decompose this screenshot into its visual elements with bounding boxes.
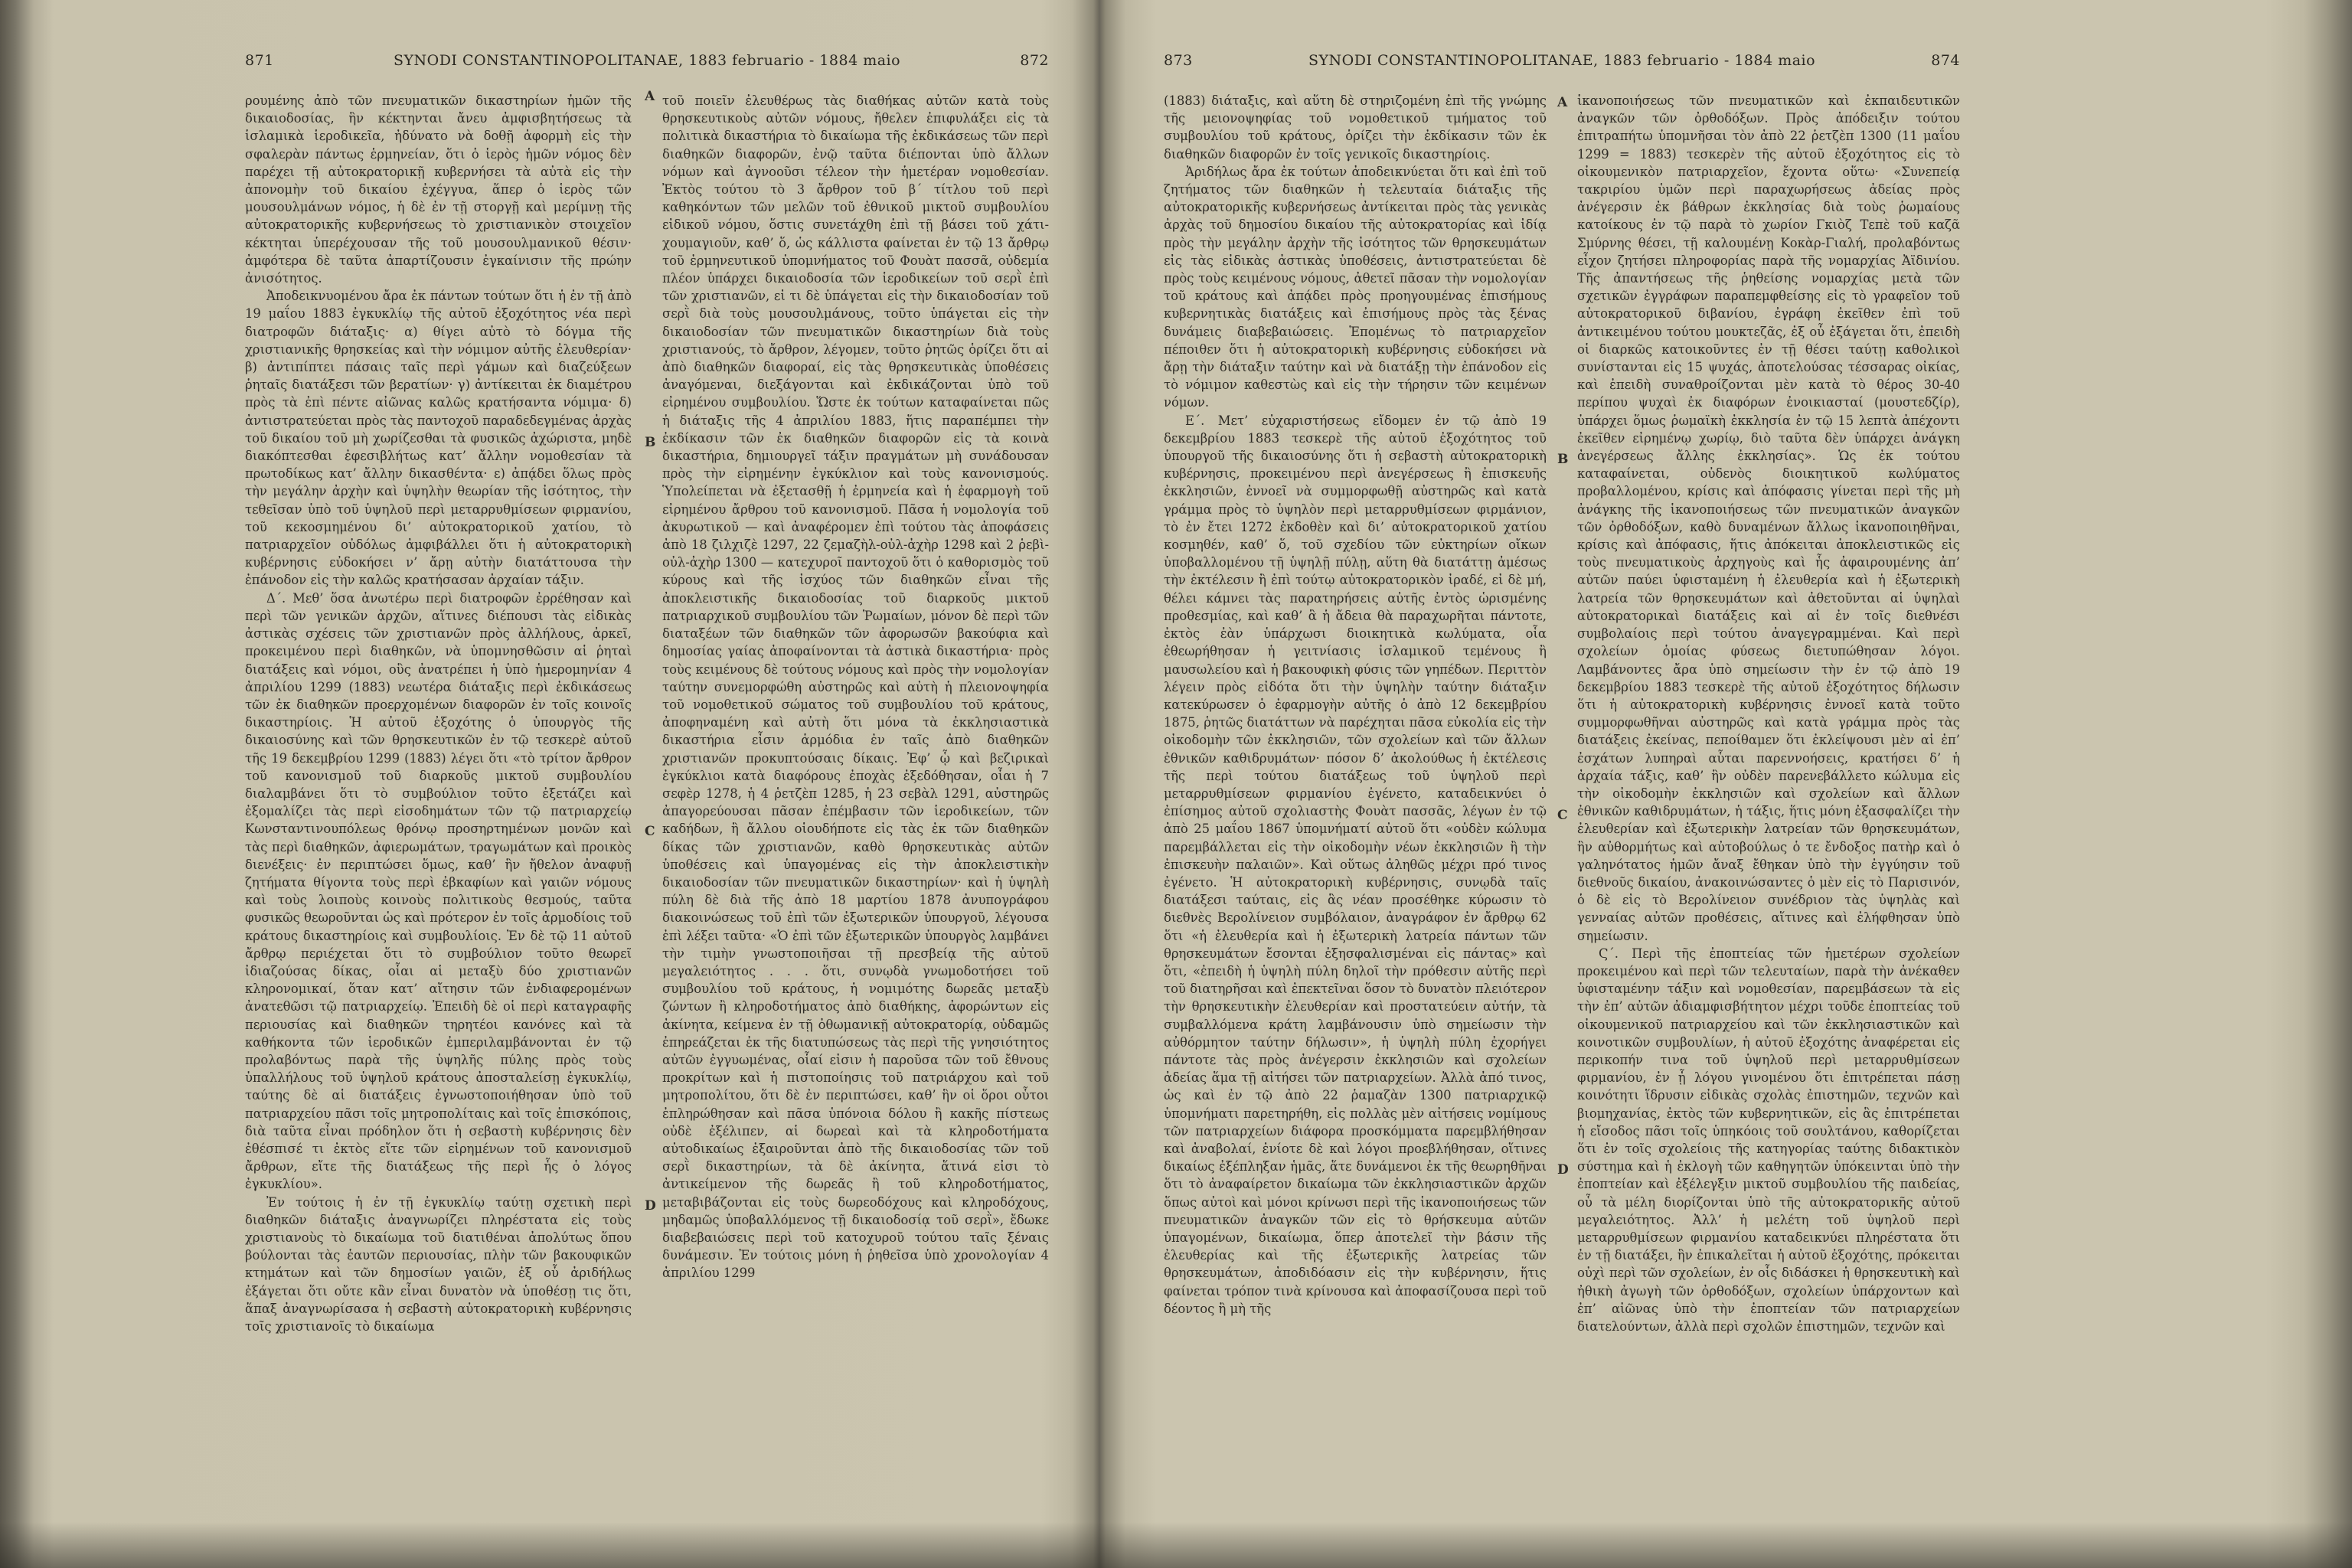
running-head-left [245,47,1049,78]
running-title: SYNODI CONSTANTINOPOLITANAE, 1883 februario - 1884 maio [393,52,901,69]
text-column-872 [662,92,1049,1547]
paragraph: Ἀποδεικνυομένου ἄρα ἐκ πάντων τούτων ὅτι ἡ ἐν τῇ ἀπὸ 19 μαΐου 1883 ἐγκυκλίῳ τῆς αὐτοῦ ἐξοχότητος νέα περὶ διατροφῶν διάταξις· α) θίγει αὐτὸ τὸ δόγμα τῆς χριστιανικῆς θρησκείας καὶ τὴν νόμιμον αὐτῆς ἐλευθερίαν· β) ἀντιπίπτει πάσαις ταῖς περὶ γάμων καὶ διαζεύξεων ῥηταῖς διατάξεσι τῶν βερατίων· γ) ἀντίκειται ἐκ διαμέτρου πρὸς τὰ ἐπὶ πέντε αἰῶνας καλῶς κρατήσαντα νόμιμα· δ) ἀντιστρατεύεται πρὸς τὰς παντοχοῦ παραδεδεγμένας ἀρχὰς τοῦ δικαίου τοῦ μὴ χωρίζεσθαι τὰ φυσικῶς ἀχώριστα, μηδὲ διακόπτεσθαι ἐφεσιβλήτως κατ’ ἄλλην νομοθεσίαν τὰ πρωτοδίκως κατ’ ἄλλην δικασθέντα· ε) ἀπᾴδει ὅλως πρὸς τὴν μεγάλην ἀρχὴν καὶ ὑψηλὴν θεωρίαν τῆς ἰσότητος, τὴν τεθεῖσαν ὑπὸ τοῦ ὑψηλοῦ περὶ μεταρρυθμίσεων φιρμανίου, τοῦ κεκοσμημένου δι’ αὐτοκρατορικοῦ χατίου, τὸ πατριαρχεῖον οὐδόλως ἀμφιβάλλει ὅτι ἡ αὐτοκρατορικὴ κυβέρνησις εὐδοκήσει ν’ ἄρῃ αὐτὴν διατάττουσα τὴν ἐπάνοδον εἰς τὴν καλῶς κρατήσασαν ἀρχαίαν τάξιν. [245,289,632,588]
paragraph: Δ΄. Μεθ’ ὅσα ἀνωτέρω περὶ διατροφῶν ἐρρέθησαν καὶ περὶ τῶν γενικῶν ἀρχῶν, αἵτινες διέπουσι τὰς εἰδικὰς ἀστικὰς σχέσεις τῶν χριστιανῶν πρὸς ἀλλήλους, ἀρκεῖ, προκειμένου περὶ διαθηκῶν, νὰ ὑπομνησθῶσιν αἱ ῥηταὶ διατάξεις καὶ νόμοι, οὓς ἀνατρέπει ἡ ὑπὸ ἡμερομηνίαν 4 ἀπριλίου 1299 (1883) νεωτέρα διάταξις περὶ ἐκδικάσεως τῶν ἐκ διαθηκῶν προερχομένων διαφορῶν ἐν τοῖς κοινοῖς δικαστηρίοις. Ἡ αὐτοῦ ἐξοχότης ὁ ὑπουργὸς τῆς δικαιοσύνης καὶ τῶν θρησκευτικῶν ἐν τῷ τεσκερὲ αὐτοῦ τῆς 19 δεκεμβρίου 1299 (1883) λέγει ὅτι «τὸ τρίτον ἄρθρον τοῦ κανονισμοῦ τοῦ διαρκοῦς μικτοῦ συμβουλίου διαλαμβάνει ὅτι τὸ συμβούλιον τοῦτο ἐξετάζει καὶ ἐξομαλίζει τὰς περὶ εἰσοδημάτων τῶν τῷ πατριαρχείῳ Κωνσταντινουπόλεως θρόνῳ προσηρτημένων μονῶν καὶ τὰς περὶ διαθηκῶν, ἀφιερωμάτων, τραγωμάτων καὶ προικὸς διενέξεις· ἐν περιπτώσει ὅμως, καθ’ ἣν ἤθελον ἀναφυῇ ζητήματα θίγοντα τοὺς περὶ ἐβκαφίων καὶ γαιῶν νόμους καὶ τοὺς λοιποὺς κοινοὺς πολιτικοὺς θεσμούς, ταῦτα φυσικῶς θεωροῦνται ὡς καὶ πρότερον ἐν τοῖς ἁρμοδίοις τοῦ κράτους δικαστηρίοις καὶ συμβουλίοις. Ἐν δὲ τῷ 11 αὐτοῦ ἄρθρῳ περιέχεται ὅτι τὸ συμβούλιον τοῦτο θεωρεῖ ἰδιαζούσας δίκας, οἷαι αἱ μεταξὺ δύο χριστιανῶν κληρονομικαί, ὅταν κατ’ αἴτησιν τῶν ἐνδιαφερομένων ἀνατεθῶσι τῷ πατριαρχείῳ. Ἐπειδὴ δὲ οἱ περὶ καταγραφῆς περιουσίας καὶ διαθηκῶν τηρητέοι κανόνες καὶ τὰ καθήκοντα τῶν ἱεροδικῶν ἐμπεριλαμβάνονται ἐν τῷ προλαβόντως παρὰ τῆς ὑψηλῆς πύλης πρὸς τοὺς ὑπαλλήλους τοῦ ὑψηλοῦ κράτους ἀποσταλείσῃ ἐγκυκλίῳ, ταύτης δὲ αἱ διατάξεις ἐγνωστοποιήθησαν ὑπὸ τοῦ πατριαρχείου πᾶσι τοῖς μητροπολίταις καὶ τοῖς ἐπισκόποις, διὰ ταῦτα εἶναι πρόδηλον ὅτι ἡ σεβαστὴ κυβέρνησις δὲν ἐθέσπισέ τι ἐκτὸς εἴτε τῶν εἰρημένων τοῦ κανονισμοῦ ἄρθρων, εἴτε τῆς διατάξεως τῆς περὶ ἧς ὁ λόγος ἐγκυκλίου». [245,590,632,1192]
section-marker-b: B [1557,452,1569,467]
page-number-874: 874 [1931,52,1960,69]
paragraph: τοῦ ποιεῖν ἐλευθέρως τὰς διαθήκας αὐτῶν κατὰ τοὺς θρησκευτικοὺς αὐτῶν νόμους, ἤθελεν ἐπιφυλάξει εἰς τὰ πολιτικὰ δικαστήρια τὸ δικαίωμα τῆς ἐκδικάσεως τῶν περὶ διαθηκῶν διαφορῶν, ἐνῷ ταῦτα διέπονται ὑπὸ ἄλλων νόμων καὶ ἀγνοοῦσι τέλεον τὴν ἡμετέραν νομοθεσίαν. Ἐκτὸς τούτου τὸ 3 ἄρθρον τοῦ β΄ τίτλου τοῦ περὶ καθηκόντων τῶν μελῶν τοῦ ἐθνικοῦ μικτοῦ συμβουλίου εἰδικοῦ νόμου, ὅστις συνετάχθη ἐπὶ τῇ βάσει τοῦ χάτι-χουμαγιοῦν, καθ’ ὅ, ὡς κάλλιστα φαίνεται ἐν τῷ 13 ἄρθρῳ τοῦ ἐρμηνευτικοῦ ὑπομνήματος τοῦ Φουὰτ πασσᾶ, οὐδεμία πλέον ὑπάρχει δικαιοδοσία τῶν ἱεροδικείων τοῦ σερῒ ἐπὶ τῶν χριστιανῶν, εἰ τι δὲ ὑπάγεται εἰς τὴν δικαιοδοσίαν τοῦ σερῒ διὰ τοὺς μουσουλμάνους, τοῦτο ὑπάγεται εἰς τὴν δικαιοδοσίαν τῶν πνευματικῶν δικαστηρίων διὰ τοὺς χριστιανούς, τὸ ἄρθρον, λέγομεν, τοῦτο ῥητῶς ὁρίζει ὅτι αἱ ἀπὸ διαθηκῶν διαφοραί, εἰς τὰς θρησκευτικὰς ὑποθέσεις ἀναγόμεναι, διεξάγονται καὶ ἐκδικάζονται ὑπὸ τοῦ εἰρημένου συμβουλίου. Ὥστε ἐκ τούτων καταφαίνεται πῶς ἡ διάταξις τῆς 4 ἀπριλίου 1883, ἥτις παραπέμπει τὴν ἐκδίκασιν τῶν ἐκ διαθηκῶν διαφορῶν εἰς τὰ κοινὰ δικαστήρια, δημιουργεῖ τάξιν πραγμάτων μὴ συνάδουσαν πρὸς τὴν εἰρημένην ἐγκύκλιον καὶ τοὺς κανονισμούς. Ὑπολείπεται νὰ ἐξετασθῇ ἡ ἐρμηνεία καὶ ἡ ἐφαρμογὴ τοῦ εἰρημένου ἄρθρου τοῦ κανονισμοῦ. Πᾶσα ἡ νομολογία τοῦ ἀκυρωτικοῦ — καὶ ἀναφέρομεν ἐπὶ τούτου τὰς ἀποφάσεις ἀπὸ 18 ζιλχιζὲ 1297, 22 ζεμαζὴλ-οὐλ-ἀχὴρ 1298 καὶ 2 ῥεβὶ-οὐλ-ἀχὴρ 1300 — κατεχυροῖ παντοχοῦ ὅτι ὁ καθορισμὸς τοῦ κύρους καὶ τῆς ἰσχύος τῶν διαθηκῶν εἶναι τῆς ἀποκλειστικῆς δικαιοδοσίας τοῦ διαρκοῦς μικτοῦ πατριαρχικοῦ συμβουλίου τῶν Ῥωμαίων, μόνον δὲ περὶ τῶν διαταξέων τῶν διαθηκῶν τῶν ἀφορωσῶν βακούφια καὶ δημοσίας γαίας ἀποφαίνονται τὰ ἀστικὰ δικαστήρια· πρὸς τοὺς κειμένους δὲ τούτους νόμους καὶ πρὸς τὴν νομολογίαν ταύτην συνεμορφώθη αὐστηρῶς καὶ αὐτὴ ἡ πλειονοψηφία τοῦ νομοθετικοῦ σώματος τοῦ συμβουλίου τοῦ κράτους, ἀποφηναμένη καὶ αὐτὴ ὅτι μόνα τὰ ἐκκλησιαστικὰ δικαστήρια εἶσιν ἁρμόδια ἐν ταῖς ἀπὸ διαθηκῶν χριστιανῶν προκυπτούσαις δίκαις. Ἐφ’ ᾧ καὶ βεζιρικαὶ ἐγκύκλιοι κατὰ διαφόρους ἐποχὰς ἐξεδόθησαν, οἷαι ἡ 7 σεφὲρ 1278, ἡ 4 ῥετζὲπ 1285, ἡ 23 σεβὰλ 1291, αὐστηρῶς ἀπαγορεύουσαι πᾶσαν ἐπέμβασιν τῶν ἱεροδικείων, τῶν καδήδων, ἢ ἄλλου οἱουδήποτε εἰς τὰς ἐκ τῶν διαθηκῶν δίκας τῶν χριστιανῶν, καθὸ θρησκευτικὰς αὐτῶν ὑποθέσεις καὶ ὑπαγομένας εἰς τὴν ἀποκλειστικὴν δικαιοδοσίαν τῶν πνευματικῶν δικαστηρίων· καὶ ἡ ὑψηλὴ πύλη δὲ διὰ τῆς ἀπὸ 18 μαρτίου 1878 ἀνυπογράφου διακοινώσεως τοῦ ἐπὶ τῶν ἐξωτερικῶν ὑπουργοῦ, λέγουσα ἐπὶ λέξει ταῦτα· «Ὁ ἐπὶ τῶν ἐξωτερικῶν ὑπουργὸς λαμβάνει τὴν τιμὴν γνωστοποιῆσαι τῇ πρεσβείᾳ τῆς αὐτοῦ μεγαλειότητος . . . ὅτι, συνῳδὰ γνωμοδοτήσει τοῦ συμβουλίου τοῦ κράτους, ἡ νομιμότης δωρεᾶς μεταξὺ ζώντων ἢ κληροδοτήματος ἀπὸ διαθήκης, ἀφορώντων εἰς ἀκίνητα, κείμενα ἐν τῇ ὀθωμανικῇ αὐτοκρατορίᾳ, οὐδαμῶς ἐπηρεάζεται ἐκ τῆς διατυπώσεως τὰς περὶ τῆς γνησιότητος αὐτῶν ἐγγυωμένας, οἷαί εἰσιν ἡ παροῦσα τῶν τοῦ ἔθνους προκρίτων καὶ ἡ πιστοποίησις τοῦ πατριάρχου καὶ τοῦ μητροπολίτου, ὅτι δὲ ἐν περιπτώσει, καθ’ ἣν οἱ ὅροι οὗτοι ἐπληρώθησαν καὶ πᾶσα ὑπόνοια δόλου ἢ κακῆς πίστεως οὐδὲ ἐξέλιπεν, αἱ δωρεαὶ καὶ τὰ κληροδοτήματα αὐτοδικαίως ἐξαιροῦνται ἀπὸ τῆς δικαιοδοσίας τῶν τοῦ σερῒ δικαστηρίων, τὰ δὲ ἀκίνητα, ἅτινά εἰσι τὸ ἀντικείμενον τῆς δωρεᾶς ἢ τοῦ κληροδοτήματος, μεταβιβάζονται εἰς τοὺς δωρεοδόχους καὶ κληροδόχους, μηδαμῶς ὑποβαλλόμενος τῇ δικαιοδοσίᾳ τοῦ σερῒ», ἔδωκε διαβεβαιώσεις περὶ τοῦ κατοχυροῦ τούτου ταῖς ξέναις δυνάμεσιν. Ἐν τούτοις μόνη ἡ ῥηθεῖσα ὑπὸ χρονολογίαν 4 ἀπριλίου 1299 [662,93,1049,1281]
section-marker-d: D [1557,1162,1569,1178]
section-marker-d: D [645,1198,656,1214]
paragraph: ρουμένης ἀπὸ τῶν πνευματικῶν δικαστηρίων ἡμῶν τῆς δικαιοδοσίας, ἣν κέκτηνται ἄνευ ἀμφισβητήσεως τὰ ἱσλαμικὰ ἱεροδικεῖα, ἠδύνατο νὰ δοθῇ ἀφορμὴ εἰς τὴν σφαλερὰν πάντως ἑρμηνείαν, ὅτι ὁ ἱερὸς ἡμῶν νόμος δὲν παρέχει τῇ αὐτοκρατορικῇ κυβερνήσει τὰ αὐτὰ εἰς τὴν ἀπονομὴν τοῦ δικαίου ἐχέγγυα, ἅπερ ὁ ἱερὸς τῶν μουσουλμάνων νόμος, ἡ δὲ ἐν τῇ στοργῇ καὶ μερίμνῃ τῆς αὐτοκρατορικῆς κυβερνήσεως τὸ χριστιανικὸν στοιχεῖον κέκτηται ὑπερέχουσαν τῆς τοῦ μουσουλμανικοῦ θέσιν· ἀμφότερα δὲ ταῦτα ἀπαρτίζουσιν ἐγκαίνισιν τῆς πρώην ἀνισότητος. [245,93,632,286]
text-column-874 [1577,92,1960,1547]
section-marker-a: A [1557,95,1568,110]
paragraph: ἱκανοποιήσεως τῶν πνευματικῶν καὶ ἐκπαιδευτικῶν ἀναγκῶν τῶν ὀρθοδόξων. Πρὸς ἀπόδειξιν τούτου ἐπιτραπήτω ὑπομνῆσαι τὸν ἀπὸ 22 ῥετζὲπ 1300 (11 μαΐου 1299 = 1883) τεσκερὲν τῆς αὐτοῦ ἐξοχότητος εἰς τὸ οἰκουμενικὸν πατριαρχεῖον, ἔχοντα οὕτω· «Συνεπείᾳ τακριρίου ὑμῶν περὶ παραχωρήσεως ἀδείας πρὸς ἀνέγερσιν ἐκ βάθρων ἐκκλησίας διὰ τοὺς ῥωμαίους κατοίκους ἐν τῷ παρὰ τὸ χωρίον Γκιὸζ Τεπὲ τοῦ καζᾶ Σμύρνης θέσει, τῇ καλουμένῃ Κοκὰρ-Γιαλή, προλαβόντως εἶχον ζητήσει πληροφορίας παρὰ τῆς νομαρχίας Ἀϊδινίου. Τῆς ἀπαντήσεως τῆς ῥηθείσης νομαρχίας μετὰ τῶν σχετικῶν ἐγγράφων παραπεμφθείσης εἰς τὸ γραφεῖον τοῦ αὐτοκρατορικοῦ διβανίου, ἐγράφη ἐκεῖθεν ἐπὶ τοῦ ἀντικειμένου τούτου μουκτεζᾶς, ἐξ οὗ ἐξάγεται ὅτι, ἐπειδὴ οἱ διαρκῶς κατοικοῦντες ἐν τῇ θέσει ταύτῃ καθολικοὶ συνίστανται εἰς 15 ψυχάς, ἀποτελούσας τέσσαρας οἰκίας, καὶ ἐπειδὴ συναθροίζονται μὲν κατὰ τὸ θέρος 30-40 περίπου ψυχαὶ ἐκ διαφόρων ἐνοικιασταί (μουστεδζίρ), ὑπάρχει ὅμως ῥωμαϊκὴ ἐκκλησία ἐν τῷ 15 λεπτὰ ἀπέχοντι ἐκεῖθεν εἰρημένῳ χωρίῳ, διὸ ταῦτα δὲν ὑπάρχει ἀνάγκη ἀνεγέρσεως ἄλλης ἐκκλησίας». Ὡς ἐκ τούτου καταφαίνεται, οὐδενὸς διοικητικοῦ κωλύματος προβαλλομένου, κρίσις καὶ ἀπόφασις γίνεται περὶ τῆς μὴ ἀνάγκης τῆς ἱκανοποιήσεως τῶν πνευματικῶν ἀναγκῶν τῶν ὀρθοδόξων, καθὸ δυναμένων ἄλλως ἱκανοποιηθῆναι, κρίσις καὶ ἀπόφασις, ἥτις ἀπόκειται ἀποκλειστικῶς εἰς τοὺς πνευματικοὺς ἀρχηγοὺς καὶ ἧς ἀφαιρουμένης ἀπ’ αὐτῶν παύει ὑφισταμένη ἡ ἐλευθερία καὶ ἡ ἐξωτερικὴ λατρεία τῶν θρησκευμάτων καὶ ἀθετοῦνται αἱ ὑψηλαὶ αὐτοκρατορικαὶ διατάξεις καὶ αἱ ἐν τοῖς διεθνέσι συμβολαίοις περὶ τούτου ἀναγεγραμμέναι. Καὶ περὶ σχολείων ὁμοίας φύσεως διετυπώθησαν λόγοι. Λαμβάνοντες ἄρα ὑπὸ σημείωσιν τὴν ἐν τῷ ἀπὸ 19 δεκεμβρίου 1883 τεσκερὲ τῆς αὐτοῦ ἐξοχότητος δήλωσιν ὅτι ἡ αὐτοκρατορικὴ κυβέρνησις ἐννοεῖ κατὰ τοῦτο συμμορφωθῆναι αὐστηρῶς καὶ κατὰ γράμμα πρὸς τὰς διατάξεις ἐκείνας, πεποίθαμεν ὅτι ἐκλείψουσι μὲν αἱ ἐπ’ ἐσχάτων λυπηραὶ αὗται παρεννοήσεις, κρατήσει δ’ ἡ ἀρχαία τάξις, καθ’ ἣν οὐδὲν παρενεβάλλετο κώλυμα εἰς τὴν οἰκοδομὴν ἐκκλησιῶν καὶ σχολείων καὶ ἄλλων ἐθνικῶν καθιδρυμάτων, ἡ τάξις, ἥτις μόνη ἐξασφαλίζει τὴν ἐλευθερίαν καὶ ἐξωτερικὴν λατρείαν τῶν θρησκευμάτων, ἣν αὐθορμήτως καὶ αὐτοβούλως ὁ τε ἔνδοξος πατὴρ καὶ ὁ γαληνότατος ἡμῶν ἄναξ ἔθηκαν ὑπὸ τὴν ἐγγύησιν τοῦ διεθνοῦς δικαίου, ἀνακοινώσαντες ὁ μὲν εἰς τὸ Παρισινόν, ὁ δὲ εἰς τὸ Βερολίνειον συνέδριον τὰς ὑψηλὰς καὶ γενναίας αὐτῶν προθέσεις, αἵτινες καὶ ἐλήφθησαν ὑπὸ σημείωσιν. [1577,93,1960,943]
left-page [245,31,1049,1554]
paragraph: Ε΄. Μετ’ εὐχαριστήσεως εἴδομεν ἐν τῷ ἀπὸ 19 δεκεμβρίου 1883 τεσκερὲ τῆς αὐτοῦ ἐξοχότητος τοῦ ὑπουργοῦ τῆς δικαιοσύνης ὅτι ἡ σεβαστὴ αὐτοκρατορικὴ κυβέρνησις, προκειμένου περὶ ἀνεγέρσεως ἢ ἐπισκευῆς ἐκκλησιῶν, ἐννοεῖ νὰ συμμορφωθῇ αὐστηρῶς καὶ κατὰ γράμμα πρὸς τὸ ὑψηλὸν περὶ μεταρρυθμίσεων φιρμάνιον, τὸ ἐν ἔτει 1272 ἐκδοθὲν καὶ δι’ αὐτοκρατορικοῦ χατίου κοσμηθέν, καθ’ ὅ, τοῦ σχεδίου τῶν εὐκτηρίων οἴκων ὑποβαλλομένου τῇ ὑψηλῇ πύλῃ, αὕτη θὰ διατάττῃ ἀμέσως τὴν ἐκτέλεσιν ἢ ἐπὶ τούτῳ αὐτοκρατορικὸν ἰραδέ, εἰ δὲ μή, θέλει κάμνει τὰς παρατηρήσεις αὐτῆς ἐντὸς ὡρισμένης προθεσμίας, καὶ καθ’ ἃ ἡ ἄδεια θὰ παραχωρῆται πάντοτε, ἐκτὸς ἐὰν ὑπάρχωσι διοικητικὰ κωλύματα, οἷα ἐθεωρήθησαν ἡ γειτνίασις ἰσλαμικοῦ τεμένους ἢ μαυσωλείου καὶ ἡ βακουφικὴ φύσις τῶν γηπέδων. Περιττὸν λέγειν πρὸς εἰδότα ὅτι τὴν ὑψηλὴν ταύτην διάταξιν κατεκύρωσεν ὁ ἐφαρμογὴν αὐτῆς ὁ ἀπὸ 12 δεκεμβρίου 1875, ῥητῶς διατάττων νὰ παρέχηται πᾶσα εὐκολία εἰς τὴν οἰκοδομὴν τῶν ἐκκλησιῶν, τῶν σχολείων καὶ τῶν ἄλλων ἐθνικῶν καθιδρυμάτων· πόσον δ’ ἀκολούθως ἡ ἐκτέλεσις τῆς περὶ τούτου διατάξεως τοῦ ὑψηλοῦ περὶ μεταρρυθμίσεων φιρμανίου ἐγένετο, καταδεικνύει ὁ ἐπίσημος αὐτοῦ σχολιαστὴς Φουὰτ πασσᾶς, λέγων ἐν τῷ ἀπὸ 25 μαΐου 1867 ὑπομνήματί αὐτοῦ ὅτι «οὐδὲν κώλυμα παρεμβάλλεται εἰς τὴν οἰκοδομὴν νέων ἐκκλησιῶν ἢ τὴν ἐπισκευὴν παλαιῶν». Καὶ οὕτως ἀληθῶς μέχρι πρό τινος ἐγένετο. Ἡ αὐτοκρατορικὴ κυβέρνησις, συνῳδὰ ταῖς διατάξεσι ταύταις, εἰς ἃς νέαν προσέθηκε κύρωσιν τὸ διεθνὲς Βερολίνειον συμβόλαιον, ἀναγράφον ἐν ἄρθρῳ 62 ὅτι «ἡ ἐλευθερία καὶ ἡ ἐξωτερικὴ λατρεία πάντων τῶν θρησκευμάτων ἔσονται ἐξησφαλισμέναι εἰς πάντας» καὶ ὅτι, «ἐπειδὴ ἡ ὑψηλὴ πύλη δηλοῖ τὴν πρόθεσιν αὐτῆς περὶ τοῦ διατηρῆσαι καὶ ἐπεκτεῖναι ὅσον τὸ δυνατὸν πλειότερον τὴν θρησκευτικὴν ἐλευθερίαν καὶ προστατεύειν αὐτήν, τὰ συμβαλλόμενα κράτη λαμβάνουσιν ὑπὸ σημείωσιν τὴν αὐθόρμητον ταύτην δήλωσιν», ἡ ὑψηλὴ πύλη ἐχορήγει πάντοτε τὰς πρὸς ἀνέγερσιν ἐκκλησιῶν καὶ σχολείων ἀδείας ἅμα τῇ αἰτήσει τῶν πατριαρχείων. Ἀλλὰ ἀπό τινος, ὡς καὶ ἐν τῷ ἀπὸ 22 ῥαμαζὰν 1300 πατριαρχικῷ ὑπομνήματι παρετηρήθη, εἰς πολλὰς μὲν αἰτήσεις νομίμους τῶν πατριαρχείων διάφορα προσκόμματα παρεμβλήθησαν καὶ ἀναβολαί, ἐνίοτε δὲ καὶ λόγοι προεβλήθησαν, οἵτινες δικαίως ἐξέπληξαν ἡμᾶς, ἅτε δυνάμενοι ἐκ τῆς θεωρηθῆναι ὅτι τὸ ἀναφαίρετον δικαίωμα τῶν ἐκκλησιαστικῶν ἀρχῶν ὅπως αὐτοὶ καὶ μόνοι κρίνωσι περὶ τῆς ἱκανοποιήσεως τῶν πνευματικῶν ἀναγκῶν τῶν εἰς τὸ θρήσκευμα αὐτῶν ὑπαγομένων, δικαίωμα, ὅπερ ἀποτελεῖ τὴν βάσιν τῆς ἐλευθερίας καὶ τῆς ἐξωτερικῆς λατρείας τῶν θρησκευμάτων, ἀποδιδόασιν εἰς τὴν κυβέρνησιν, ἥτις φαίνεται τρόπον τινὰ κρίνουσα καὶ ἀποφασίζουσα περὶ τοῦ δέοντος ἢ μὴ τῆς [1164,413,1547,1316]
paragraph: Ϛ΄. Περὶ τῆς ἐποπτείας τῶν ἡμετέρων σχολείων προκειμένου καὶ περὶ τῶν τελευταίων, παρὰ τὴν ἀνέκαθεν ὑφισταμένην τάξιν καὶ νομοθεσίαν, παρεμβάσεων τὰ εἰς τὴν ἐπ’ αὐτῶν ἀδιαμφισβήτητον μέχρι τοῦδε ἐποπτείας τοῦ οἰκουμενικοῦ πατριαρχείου καὶ τῶν ἐκκλησιαστικῶν καὶ κοινοτικῶν συμβουλίων, ἡ αὐτοῦ ἐξοχότης ἀναφέρεται εἰς περικοπήν τινα τοῦ ὑψηλοῦ περὶ μεταρρυθμίσεων φιρμανίου, ἐν ᾗ λόγου γινομένου ὅτι ἐπιτρέπεται πάσῃ κοινότητι ἵδρυσιν εἰδικὰς σχολὰς ἐπιστημῶν, τεχνῶν καὶ βιομηχανίας, ἐκτὸς τῶν κυβερνητικῶν, εἰς ἃς ἐπιτρέπεται ἡ εἴσοδος πᾶσι τοῖς ὑπηκόοις τοῦ σουλτάνου, καθορίζεται ὅτι ἐν τοῖς σχολείοις τῆς κατηγορίας ταύτης διδακτικὸν σύστημα καὶ ἡ ἐκλογὴ τῶν καθηγητῶν ὑπόκεινται ὑπὸ τὴν ἐποπτείαν καὶ ἐξέλεγξιν μικτοῦ συμβουλίου τῆς παιδείας, οὗ τὰ μέλη διορίζονται ὑπὸ τῆς αὐτοκρατορικῆς αὐτοῦ μεγαλειότητος. Ἀλλ’ ἡ μελέτη τοῦ ὑψηλοῦ περὶ μεταρρυθμίσεων φιρμανίου καταδεικνύει πληρέστατα ὅτι ἐν τῇ διατάξει, ἣν ἐπικαλεῖται ἡ αὐτοῦ ἐξοχότης, πρόκειται οὐχὶ περὶ τῶν σχολείων, ἐν οἷς διδάσκει ἡ θρησκευτικὴ καὶ ἠθικὴ ἀγωγὴ τῶν ὀρθοδόξων, σχολείων ὑπάρχοντων καὶ ἐπ’ αἰῶνας ὑπὸ τὴν ἐποπτείαν τῶν πατριαρχείων διατελούντων, ἀλλὰ περὶ σχολῶν ἐπιστημῶν, τεχνῶν καὶ [1577,946,1960,1334]
text-column-871 [245,92,632,1547]
text-column-873 [1164,92,1547,1547]
paragraph: Ἐν τούτοις ἡ ἐν τῇ ἐγκυκλίῳ ταύτῃ σχετικὴ περὶ διαθηκῶν διάταξις ἀναγνωρίζει πληρέστατα εἰς τοὺς χριστιανοὺς τὸ δικαίωμα τοῦ διατιθέναι ἀπολύτως ὅπου βούλονται τὰς ἑαυτῶν περιουσίας, πλὴν τῶν βακουφικῶν κτημάτων καὶ τῶν δημοσίων γαιῶν, ἐξ οὗ ἀριδήλως ἐξάγεται ὅτι οὔτε κἂν εἶναι δυνατὸν νὰ ὑποθέσῃ τις ὅτι, ἅπαξ ἀναγνωρίσασα ἡ σεβαστὴ αὐτοκρατορικὴ κυβέρνησις τοῖς χριστιανοῖς τὸ δικαίωμα [245,1194,632,1334]
running-head-right [1164,47,1960,78]
section-marker-a: A [645,89,655,104]
page-number-873: 873 [1164,52,1193,69]
page-number-871: 871 [245,52,274,69]
paragraph: (1883) διάταξις, καὶ αὕτη δὲ στηριζομένη ἐπὶ τῆς γνώμης τῆς μειονοψηφίας τοῦ νομοθετικοῦ τμήματος τοῦ συμβουλίου τοῦ κράτους, ὁρίζει τὴν ἐκδίκασιν τῶν ἐκ διαθηκῶν διαφορῶν ἐν τοῖς γενικοῖς δικαστηρίοις. [1164,93,1547,162]
running-title: SYNODI CONSTANTINOPOLITANAE, 1883 februario - 1884 maio [1308,52,1816,69]
paragraph: Ἀριδήλως ἄρα ἐκ τούτων ἀποδεικνύεται ὅτι καὶ ἐπὶ τοῦ ζητήματος τῶν διαθηκῶν ἡ τελευταία διάταξις τῆς αὐτοκρατορικῆς κυβερνήσεως ἀντίκειται πρὸς τὰς γενικὰς ἀρχὰς τοῦ δημοσίου δικαίου τῆς αὐτοκρατορίας καὶ ἰδίᾳ πρὸς τὴν μεγάλην ἀρχὴν τῆς ἰσότητος τῶν θρησκευμάτων εἰς τὰς εἰδικὰς ἀστικὰς ὑποθέσεις, ἀντιστρατεύεται δὲ πρὸς τοὺς κειμένους νόμους, ἀθετεῖ πᾶσαν τὴν νομολογίαν τοῦ κράτους καὶ ἀπᾴδει πρὸς προηγουμένας ἐπισήμους κυβερνητικὰς διατάξεις καὶ ἐπισήμους πρὸς τὰς ξένας δυνάμεις διαβεβαιώσεις. Ἑπομένως τὸ πατριαρχεῖον πέποιθεν ὅτι ἡ αὐτοκρατορικὴ κυβέρνησις εὐδοκήσει νὰ ἄρῃ τὴν διάταξιν ταύτην καὶ νὰ διατάξῃ τὴν ἐπάνοδον εἰς τὸ νόμιμον καθεστὼς καὶ εἰς τὴν τήρησιν τῶν κειμένων νόμων. [1164,164,1547,410]
page-bottom-shadow [0,1522,2352,1568]
page-number-872: 872 [1020,52,1049,69]
right-page [1164,31,1960,1554]
section-marker-b: B [645,435,656,450]
section-marker-c: C [1557,808,1568,823]
section-marker-c: C [645,824,655,839]
